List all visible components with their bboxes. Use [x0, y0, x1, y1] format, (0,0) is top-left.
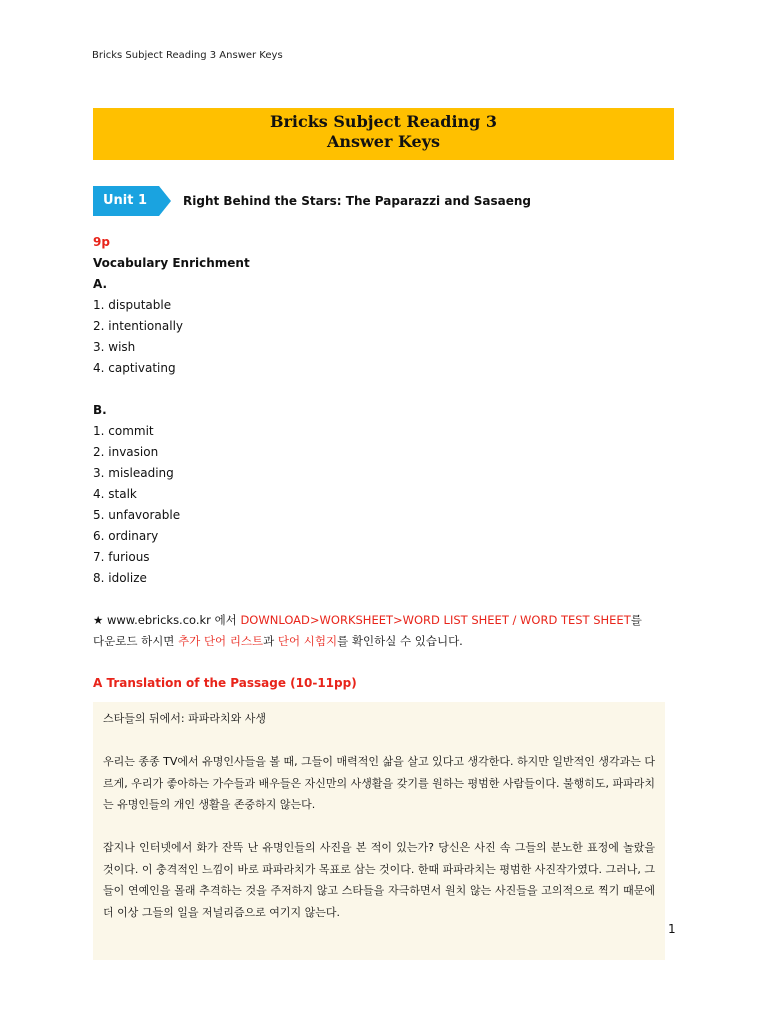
title-banner — [93, 108, 674, 160]
title-line-2: Answer Keys — [326, 132, 441, 151]
download-path: DOWNLOAD>WORKSHEET>WORD LIST SHEET / WORD TEST SHEET — [240, 613, 631, 627]
vocab-heading: Vocabulary Enrichment — [93, 256, 250, 270]
page-number: 1 — [668, 922, 676, 936]
translation-heading: A Translation of the Passage (10-11pp) — [93, 676, 357, 690]
part-b-label: B. — [93, 403, 107, 417]
list-item: 5. unfavorable — [93, 508, 181, 522]
unit-title: Right Behind the Stars: The Paparazzi and Sasaeng — [183, 194, 531, 208]
list-item: 1. commit — [93, 424, 154, 438]
list-item: 2. invasion — [93, 445, 159, 459]
list-item: 7. furious — [93, 550, 150, 564]
title-line-1: Bricks Subject Reading 3 — [269, 112, 498, 131]
running-header: Bricks Subject Reading 3 Answer Keys — [92, 50, 283, 61]
download-notice-line-1: ★ www.ebricks.co.kr 에서 DOWNLOAD>WORKSHEET>WORD LIST SHEET / WORD TEST SHEET를 — [93, 613, 642, 627]
translation-box — [93, 702, 665, 960]
translation-paragraph-2: 잡지나 인터넷에서 화가 잔뜩 난 유명인들의 사진을 본 적이 있는가? 당신은 사진 속 그들의 분노한 표정에 놀랐을 것이다. 이 충격적인 느낌이 바로 파파라치가 목표로 삼는 것이다. 한때 파파라치는 평범한 사진작가였다. 그러나, 그들이 연예인을 몰래 추격하는 것을 주저하지 않고 스타들을 자극하면서 원치 않는 사진들을 고의적으로 찍기 때문에 더 이상 그들의 일을 저널리즘으로 여기지 않는다. — [103, 841, 655, 919]
word-list-text: 추가 단어 리스트 — [178, 634, 264, 648]
list-item: 4. stalk — [93, 487, 137, 501]
unit-header — [93, 186, 693, 216]
word-test-text: 단어 시험지 — [277, 634, 338, 648]
part-a-label: A. — [93, 277, 108, 291]
page-reference: 9p — [93, 235, 110, 249]
translation-title: 스타들의 뒤에서: 파파라치와 사생 — [103, 712, 266, 725]
site-link[interactable]: www.ebricks.co.kr — [106, 613, 211, 627]
star-icon: ★ — [93, 613, 104, 627]
translation-paragraph-1: 우리는 종종 TV에서 유명인사들을 볼 때, 그들이 매력적인 삶을 살고 있다고 생각한다. 하지만 일반적인 생각과는 다르게, 우리가 좋아하는 가수들과 배우들은 자신만의 사생활을 갖기를 원하는 평범한 사람들이다. 불행히도, 파파라치는 유명인들의 개인 생활을 존중하지 않는다. — [103, 755, 655, 811]
list-item: 2. intentionally — [93, 319, 184, 333]
list-item: 8. idolize — [93, 571, 147, 585]
list-item: 4. captivating — [93, 361, 176, 375]
list-item: 3. wish — [93, 340, 136, 354]
unit-badge: Unit 1 — [93, 186, 159, 216]
list-item: 1. disputable — [93, 298, 172, 312]
answer-content — [93, 232, 693, 694]
list-item: 6. ordinary — [93, 529, 159, 543]
download-notice-line-2: 다운로드 하시면 추가 단어 리스트과 단어 시험지를 확인하실 수 있습니다. — [93, 634, 463, 648]
list-item: 3. misleading — [93, 466, 174, 480]
